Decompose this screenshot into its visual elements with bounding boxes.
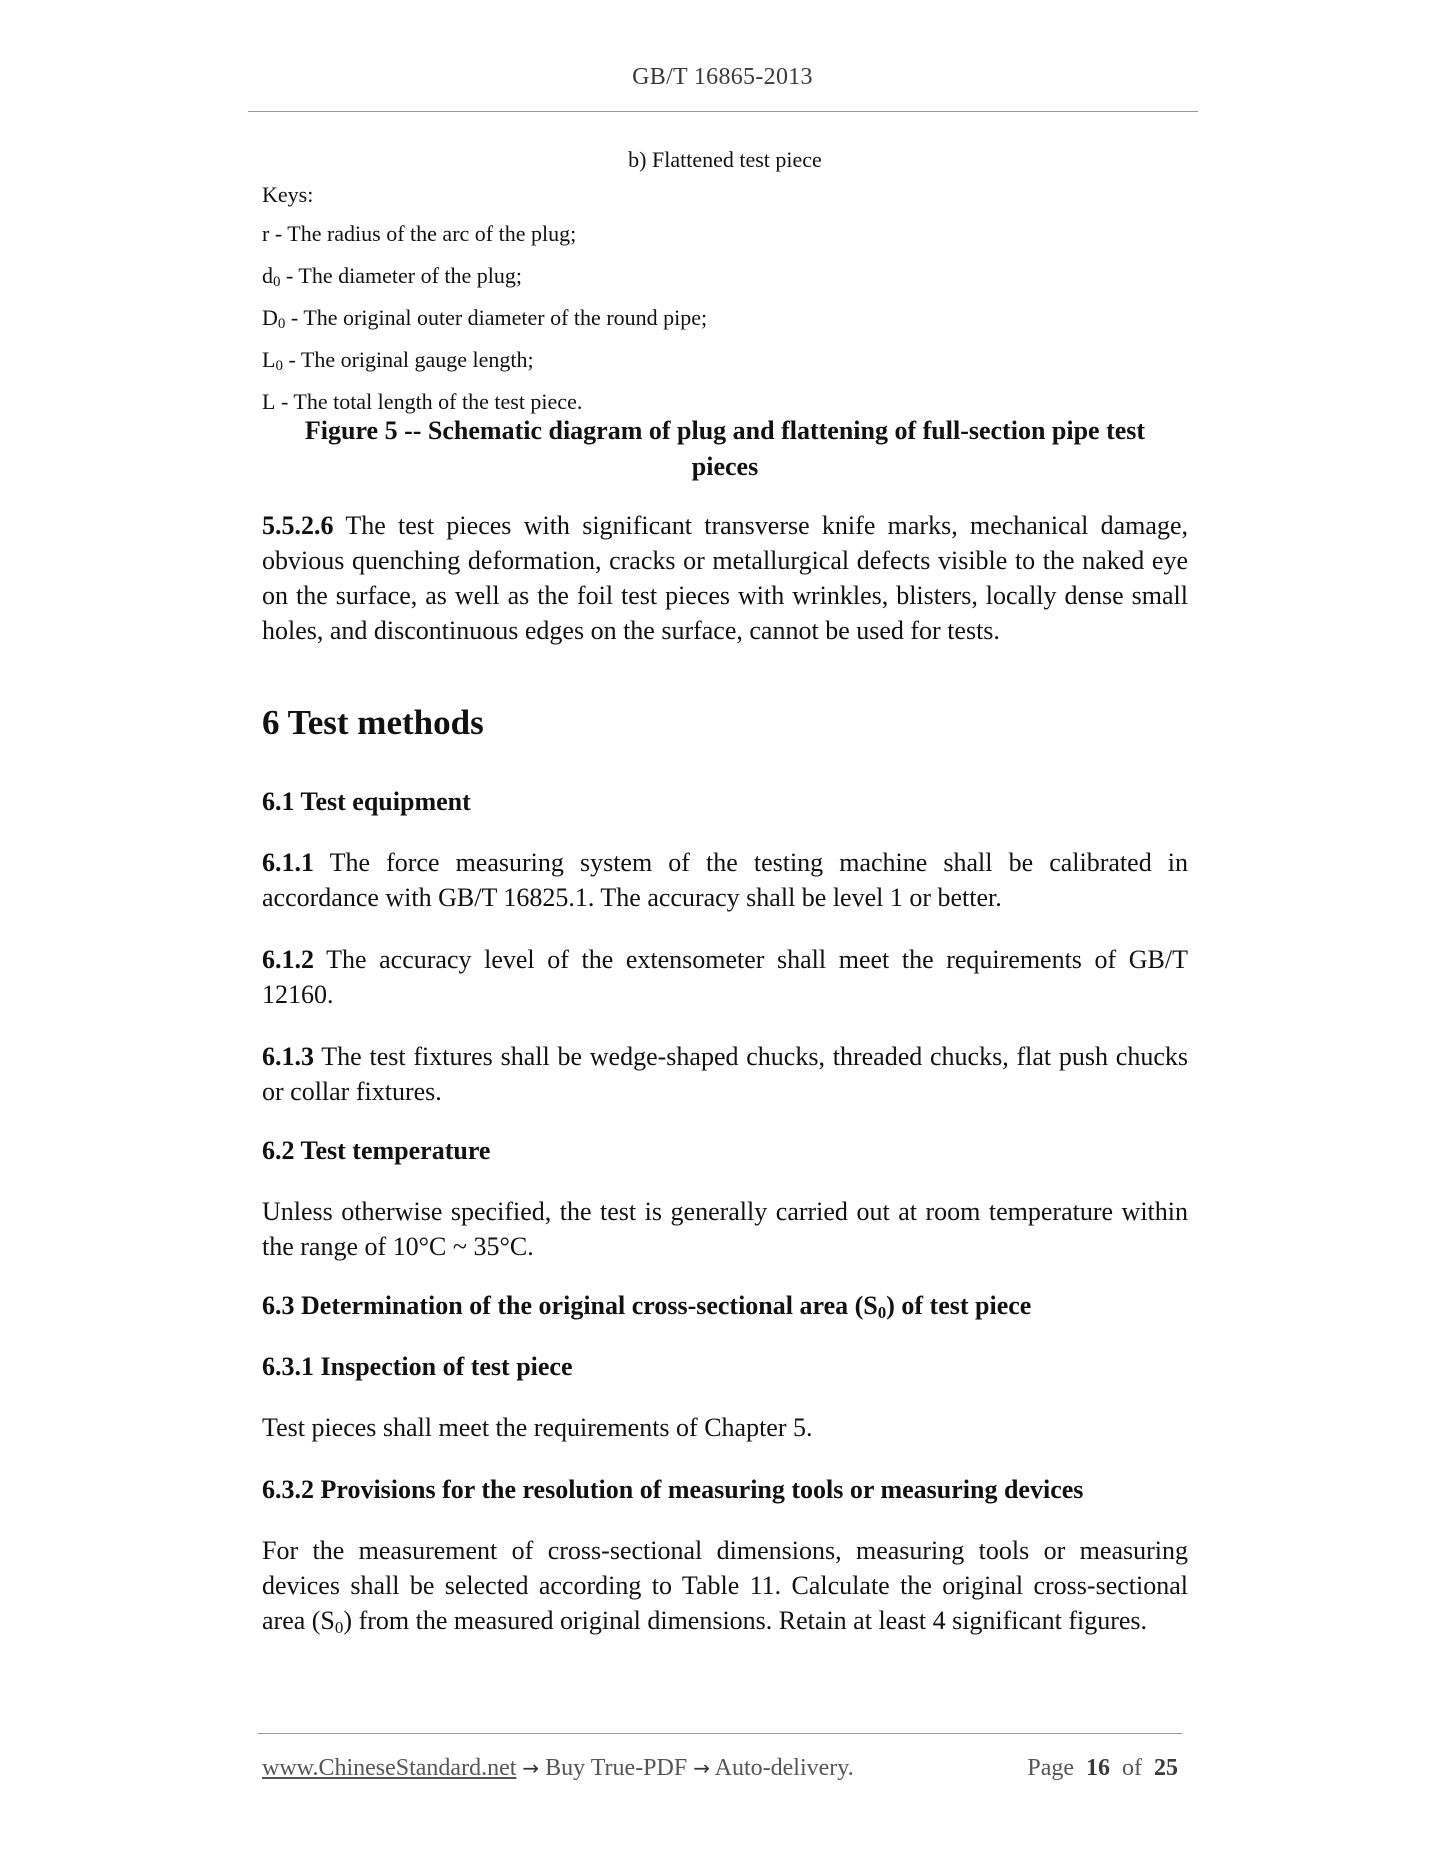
key-item	[262, 300, 707, 342]
figure-subcaption: b) Flattened test piece	[628, 147, 822, 172]
header-divider	[248, 111, 1198, 112]
paragraph-text: ) from the measured original dimensions. Retain at least 4 significant figures.	[343, 1606, 1148, 1635]
key-item	[262, 258, 707, 300]
key-item	[262, 216, 707, 258]
key-text: - The original outer diameter of the round pipe;	[285, 305, 708, 330]
key-item	[262, 342, 707, 384]
footer-delivery-text: Auto-delivery.	[709, 1755, 854, 1781]
figure-caption	[262, 413, 1188, 485]
key-text: - The total length of the test piece.	[275, 389, 583, 414]
section-6-3-2-text	[262, 1533, 1188, 1645]
footer-buy-text: Buy True-PDF	[539, 1755, 694, 1781]
key-text: - The diameter of the plug;	[280, 263, 523, 288]
keys-title: Keys:	[262, 182, 314, 207]
clause-number: 6.1.2	[262, 945, 314, 974]
footer-divider	[258, 1733, 1182, 1734]
clause-number: 5.5.2.6	[262, 511, 334, 540]
heading-text: ) of test piece	[886, 1291, 1032, 1320]
key-symbol: L	[262, 347, 276, 372]
key-symbol: d	[262, 263, 273, 288]
key-text: - The original gauge length;	[282, 347, 534, 372]
page-total: 25	[1154, 1755, 1178, 1781]
section-6-2-text: Unless otherwise specified, the test is generally carried out at room temperature within the range of 10°C ~ 35°C.	[262, 1197, 1188, 1261]
clause-text: The test fixtures shall be wedge-shaped chucks, threaded chucks, flat push chucks or collar fixtures.	[262, 1042, 1188, 1106]
page-current: 16	[1086, 1755, 1110, 1781]
arrow-right-icon: →	[693, 1756, 710, 1780]
clause-6-1-3	[262, 1039, 1188, 1109]
clause-text: The force measuring system of the testing machine shall be calibrated in accordance with GB/T 16825.1. The accuracy shall be level 1 or better.	[262, 848, 1188, 912]
arrow-right-icon: →	[522, 1756, 540, 1780]
clause-number: 6.1.3	[262, 1042, 314, 1071]
key-subscript: 0	[277, 316, 286, 332]
paragraph-subscript: 0	[334, 1618, 344, 1637]
keys-list	[262, 216, 707, 426]
section-6-3-2-heading: 6.3.2 Provisions for the resolution of measuring tools or measuring devices	[262, 1475, 1084, 1504]
key-subscript: 0	[275, 358, 283, 374]
section-6-3-heading	[262, 1288, 1031, 1330]
key-subscript: 0	[273, 274, 281, 290]
key-symbol: r	[262, 221, 270, 246]
figure-caption-line: pieces	[691, 452, 759, 481]
section-6-2-heading: 6.2 Test temperature	[262, 1136, 491, 1165]
section-6-3-1-heading: 6.3.1 Inspection of test piece	[262, 1352, 573, 1381]
heading-subscript: 0	[877, 1303, 887, 1322]
clause-5-5-2-6	[262, 508, 1188, 648]
clause-6-1-1	[262, 845, 1188, 915]
clause-text: The test pieces with significant transverse knife marks, mechanical damage, obvious quenching deformation, cracks or metallurgical defects visible to the naked eye on the surface, as well as the foil test pieces with wrinkles, blisters, locally dense small holes, and discontinuous edges on the surface, cannot be used for tests.	[262, 511, 1188, 645]
section-6-3-1-text: Test pieces shall meet the requirements of Chapter 5.	[262, 1413, 813, 1442]
paragraph-text: For the measurement of cross-sectional dimensions, measuring tools or measuring devices shall be selected according to Table 11. Calculate the original cross-sectional area (S	[262, 1536, 1188, 1635]
heading-text: 6.3 Determination of the original cross-sectional area (S	[262, 1291, 878, 1320]
section-6-1-heading: 6.1 Test equipment	[262, 787, 471, 816]
key-symbol: D	[262, 305, 278, 330]
website-link[interactable]: www.ChineseStandard.net	[262, 1755, 517, 1781]
page-label: Page	[1027, 1755, 1074, 1781]
document-header-title: GB/T 16865-2013	[632, 64, 813, 90]
section-6-heading: 6 Test methods	[262, 703, 484, 742]
of-label: of	[1122, 1755, 1142, 1781]
page-indicator	[1027, 1752, 1178, 1784]
page-footer	[262, 1752, 1182, 1784]
clause-text: The accuracy level of the extensometer shall meet the requirements of GB/T 12160.	[262, 945, 1188, 1009]
figure-caption-line: Figure 5 -- Schematic diagram of plug and flattening of full-section pipe test	[304, 416, 1146, 445]
key-symbol: L	[262, 389, 276, 414]
key-text: - The radius of the arc of the plug;	[269, 221, 577, 246]
clause-6-1-2	[262, 942, 1188, 1012]
clause-number: 6.1.1	[262, 848, 314, 877]
